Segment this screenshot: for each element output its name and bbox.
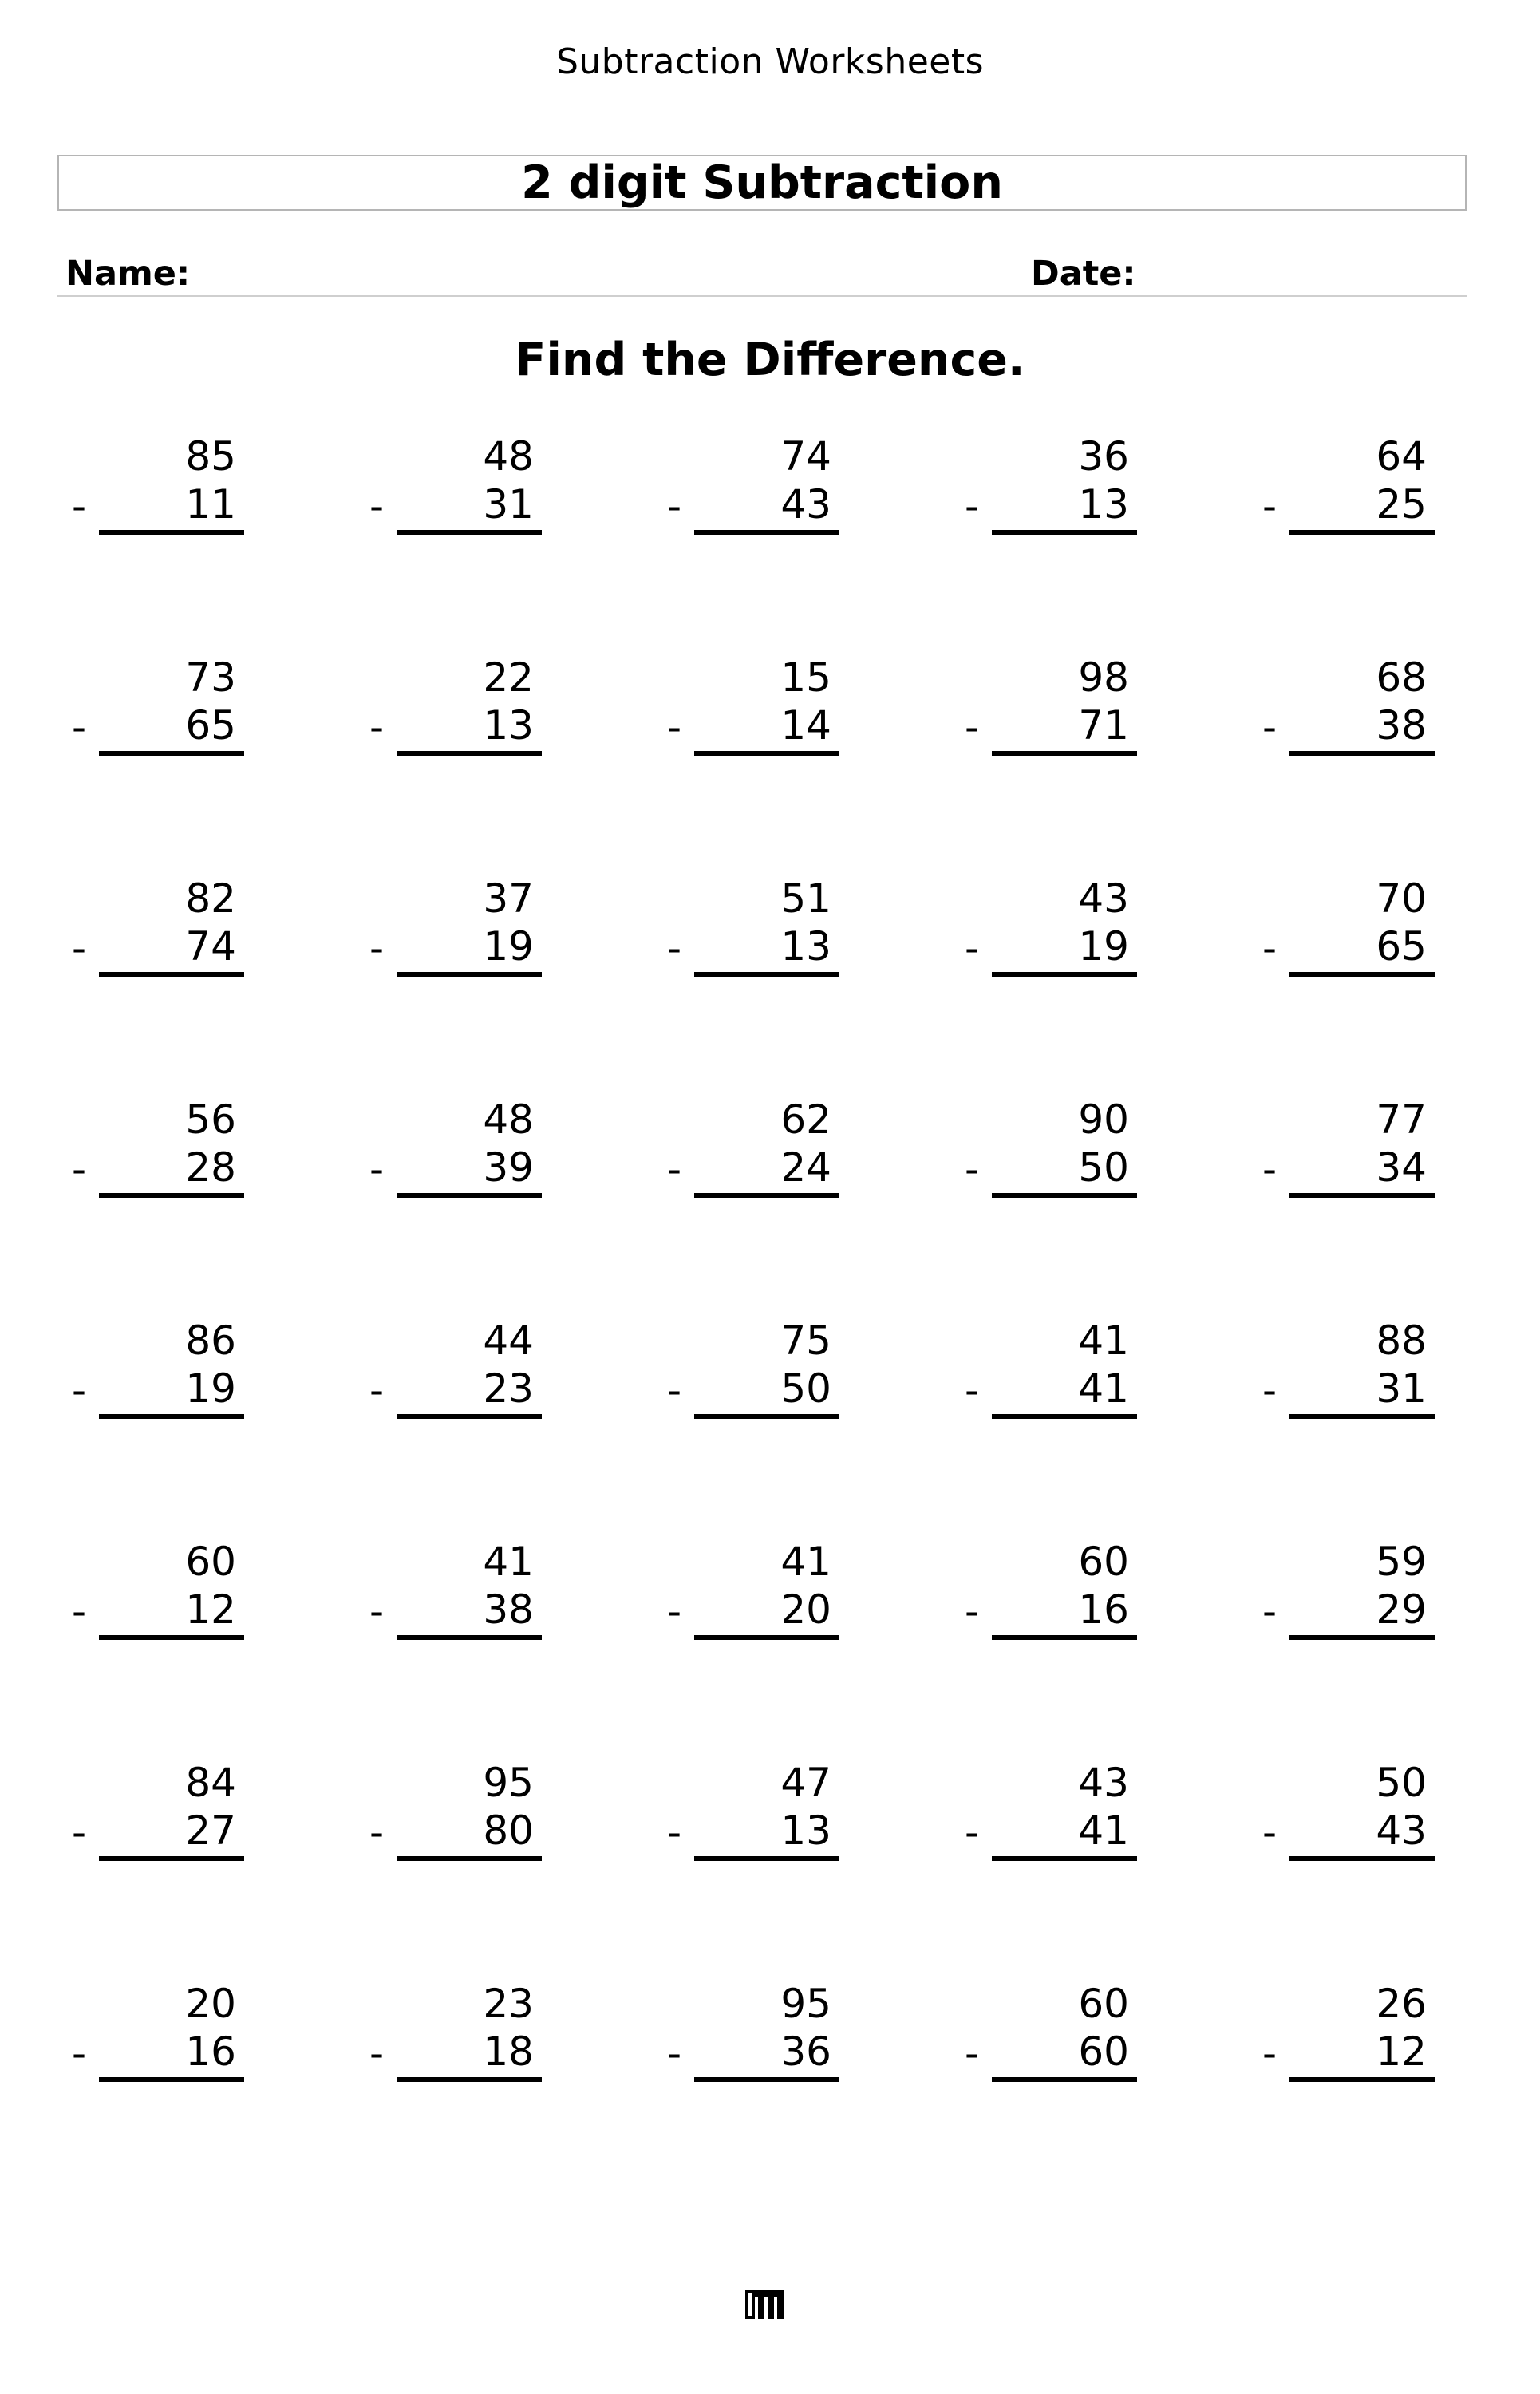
subtrahend: 13 bbox=[780, 1807, 831, 1854]
subtraction-problem bbox=[65, 875, 244, 1058]
minuend: 47 bbox=[780, 1760, 831, 1806]
answer-line bbox=[992, 2077, 1137, 2082]
subtrahend: 31 bbox=[1376, 1365, 1427, 1412]
answer-line bbox=[99, 1635, 244, 1640]
minuend: 74 bbox=[780, 433, 831, 480]
site-title: Subtraction Worksheets bbox=[555, 41, 985, 82]
subtrahend: 74 bbox=[185, 923, 236, 970]
minus-sign: - bbox=[72, 2030, 87, 2076]
subtraction-problem bbox=[661, 1759, 839, 1942]
minuend: 48 bbox=[483, 1096, 534, 1143]
site-logo-icon bbox=[744, 2287, 785, 2322]
minuend: 62 bbox=[780, 1096, 831, 1143]
subtraction-problem bbox=[363, 433, 542, 616]
subtraction-problem bbox=[958, 654, 1137, 837]
subtraction-problem bbox=[65, 1759, 244, 1942]
answer-line bbox=[1289, 530, 1435, 535]
minuend: 41 bbox=[1078, 1317, 1129, 1364]
subtraction-problem bbox=[65, 1538, 244, 1721]
subtrahend: 13 bbox=[483, 702, 534, 749]
minuend: 43 bbox=[1078, 875, 1129, 922]
subtrahend: 27 bbox=[185, 1807, 236, 1854]
minus-sign: - bbox=[667, 1146, 682, 1192]
minuend: 68 bbox=[1376, 654, 1427, 701]
subtrahend: 41 bbox=[1078, 1807, 1129, 1854]
subtrahend: 23 bbox=[483, 1365, 534, 1412]
minus-sign: - bbox=[667, 2030, 682, 2076]
subtraction-problem bbox=[1256, 433, 1435, 616]
answer-line bbox=[992, 1414, 1137, 1419]
answer-line bbox=[992, 1856, 1137, 1861]
subtraction-problem bbox=[363, 875, 542, 1058]
answer-line bbox=[99, 751, 244, 756]
minuend: 95 bbox=[483, 1760, 534, 1806]
minus-sign: - bbox=[72, 483, 87, 529]
date-label: Date: bbox=[1031, 254, 1136, 294]
minuend: 15 bbox=[780, 654, 831, 701]
subtrahend: 19 bbox=[185, 1365, 236, 1412]
subtrahend: 80 bbox=[483, 1807, 534, 1854]
minuend: 51 bbox=[780, 875, 831, 922]
minuend: 95 bbox=[780, 1981, 831, 2027]
minus-sign: - bbox=[667, 1809, 682, 1855]
answer-line bbox=[99, 1193, 244, 1198]
name-label: Name: bbox=[65, 254, 191, 294]
minus-sign: - bbox=[667, 1367, 682, 1413]
subtrahend: 50 bbox=[1078, 1144, 1129, 1191]
subtrahend: 43 bbox=[780, 481, 831, 527]
subtraction-problem bbox=[65, 433, 244, 616]
subtrahend: 50 bbox=[780, 1365, 831, 1412]
minus-sign: - bbox=[1262, 1809, 1277, 1855]
minus-sign: - bbox=[369, 483, 385, 529]
subtrahend: 36 bbox=[780, 2029, 831, 2075]
subtraction-problem bbox=[958, 1538, 1137, 1721]
answer-line bbox=[694, 1856, 839, 1861]
subtraction-problem bbox=[363, 1759, 542, 1942]
minuend: 23 bbox=[483, 1981, 534, 2027]
subtrahend: 16 bbox=[1078, 1586, 1129, 1633]
answer-line bbox=[99, 972, 244, 977]
answer-line bbox=[397, 1193, 542, 1198]
answer-line bbox=[992, 1635, 1137, 1640]
minus-sign: - bbox=[369, 1367, 385, 1413]
minus-sign: - bbox=[369, 704, 385, 750]
answer-line bbox=[397, 972, 542, 977]
subtraction-problem bbox=[661, 433, 839, 616]
subtraction-problem bbox=[661, 1317, 839, 1500]
minus-sign: - bbox=[1262, 1588, 1277, 1634]
subtrahend: 65 bbox=[1376, 923, 1427, 970]
minuend: 44 bbox=[483, 1317, 534, 1364]
subtraction-problem bbox=[661, 1980, 839, 2163]
minuend: 77 bbox=[1376, 1096, 1427, 1143]
minus-sign: - bbox=[369, 1809, 385, 1855]
answer-line bbox=[99, 2077, 244, 2082]
minus-sign: - bbox=[965, 704, 980, 750]
subtrahend: 12 bbox=[1376, 2029, 1427, 2075]
subtraction-problem bbox=[363, 1980, 542, 2163]
answer-line bbox=[397, 1635, 542, 1640]
minus-sign: - bbox=[965, 1809, 980, 1855]
subtraction-problem bbox=[1256, 654, 1435, 837]
subtraction-problem bbox=[1256, 875, 1435, 1058]
subtraction-problem bbox=[1256, 1538, 1435, 1721]
subtraction-problem bbox=[1256, 1317, 1435, 1500]
minuend: 50 bbox=[1376, 1760, 1427, 1806]
subtraction-problem bbox=[958, 875, 1137, 1058]
minus-sign: - bbox=[369, 2030, 385, 2076]
subtrahend: 12 bbox=[185, 1586, 236, 1633]
subtraction-problem bbox=[958, 1096, 1137, 1279]
answer-line bbox=[99, 1414, 244, 1419]
subtrahend: 34 bbox=[1376, 1144, 1427, 1191]
minuend: 41 bbox=[483, 1539, 534, 1585]
minuend: 43 bbox=[1078, 1760, 1129, 1806]
subtrahend: 13 bbox=[1078, 481, 1129, 527]
problem-grid bbox=[65, 433, 1467, 2163]
worksheet-title: 2 digit Subtraction bbox=[57, 155, 1467, 211]
subtraction-problem bbox=[661, 1096, 839, 1279]
subtrahend: 19 bbox=[1078, 923, 1129, 970]
minuend: 86 bbox=[185, 1317, 236, 1364]
subtrahend: 41 bbox=[1078, 1365, 1129, 1412]
subtrahend: 24 bbox=[780, 1144, 831, 1191]
minuend: 85 bbox=[185, 433, 236, 480]
answer-line bbox=[1289, 2077, 1435, 2082]
minuend: 20 bbox=[185, 1981, 236, 2027]
answer-line bbox=[694, 1635, 839, 1640]
minuend: 82 bbox=[185, 875, 236, 922]
subtraction-problem bbox=[65, 1096, 244, 1279]
minuend: 56 bbox=[185, 1096, 236, 1143]
minus-sign: - bbox=[369, 1588, 385, 1634]
minuend: 48 bbox=[483, 433, 534, 480]
answer-line bbox=[1289, 1414, 1435, 1419]
subtrahend: 11 bbox=[185, 481, 236, 527]
subtrahend: 13 bbox=[780, 923, 831, 970]
answer-line bbox=[694, 1414, 839, 1419]
minuend: 84 bbox=[185, 1760, 236, 1806]
minuend: 60 bbox=[1078, 1539, 1129, 1585]
answer-line bbox=[1289, 972, 1435, 977]
answer-line bbox=[397, 2077, 542, 2082]
answer-line bbox=[1289, 1193, 1435, 1198]
minus-sign: - bbox=[72, 704, 87, 750]
minus-sign: - bbox=[72, 1809, 87, 1855]
subtrahend: 16 bbox=[185, 2029, 236, 2075]
minuend: 26 bbox=[1376, 1981, 1427, 2027]
minus-sign: - bbox=[1262, 925, 1277, 971]
answer-line bbox=[992, 1193, 1137, 1198]
minuend: 22 bbox=[483, 654, 534, 701]
minus-sign: - bbox=[667, 704, 682, 750]
minuend: 98 bbox=[1078, 654, 1129, 701]
subtraction-problem bbox=[661, 1538, 839, 1721]
minus-sign: - bbox=[965, 1588, 980, 1634]
subtraction-problem bbox=[65, 1980, 244, 2163]
minus-sign: - bbox=[965, 1146, 980, 1192]
subtrahend: 29 bbox=[1376, 1586, 1427, 1633]
minuend: 59 bbox=[1376, 1539, 1427, 1585]
subtraction-problem bbox=[661, 654, 839, 837]
minus-sign: - bbox=[369, 925, 385, 971]
instructions-heading: Find the Difference. bbox=[515, 334, 1025, 386]
minus-sign: - bbox=[965, 483, 980, 529]
subtrahend: 38 bbox=[1376, 702, 1427, 749]
subtrahend: 19 bbox=[483, 923, 534, 970]
answer-line bbox=[397, 530, 542, 535]
subtrahend: 65 bbox=[185, 702, 236, 749]
answer-line bbox=[694, 972, 839, 977]
subtrahend: 39 bbox=[483, 1144, 534, 1191]
minus-sign: - bbox=[369, 1146, 385, 1192]
minus-sign: - bbox=[667, 1588, 682, 1634]
minus-sign: - bbox=[667, 483, 682, 529]
minus-sign: - bbox=[965, 925, 980, 971]
answer-line bbox=[992, 751, 1137, 756]
subtraction-problem bbox=[958, 1980, 1137, 2163]
minuend: 90 bbox=[1078, 1096, 1129, 1143]
subtraction-problem bbox=[363, 1096, 542, 1279]
answer-line bbox=[1289, 1856, 1435, 1861]
subtraction-problem bbox=[363, 1317, 542, 1500]
answer-line bbox=[1289, 1635, 1435, 1640]
answer-line bbox=[397, 751, 542, 756]
answer-line bbox=[992, 530, 1137, 535]
minuend: 60 bbox=[1078, 1981, 1129, 2027]
minus-sign: - bbox=[667, 925, 682, 971]
subtrahend: 28 bbox=[185, 1144, 236, 1191]
subtrahend: 43 bbox=[1376, 1807, 1427, 1854]
subtraction-problem bbox=[363, 654, 542, 837]
minus-sign: - bbox=[72, 1588, 87, 1634]
minus-sign: - bbox=[965, 1367, 980, 1413]
subtraction-problem bbox=[958, 433, 1137, 616]
answer-line bbox=[694, 2077, 839, 2082]
answer-line bbox=[992, 972, 1137, 977]
subtraction-problem bbox=[1256, 1759, 1435, 1942]
answer-line bbox=[694, 1193, 839, 1198]
minuend: 41 bbox=[780, 1539, 831, 1585]
subtrahend: 20 bbox=[780, 1586, 831, 1633]
subtraction-problem bbox=[363, 1538, 542, 1721]
minuend: 70 bbox=[1376, 875, 1427, 922]
answer-line bbox=[397, 1856, 542, 1861]
subtraction-problem bbox=[661, 875, 839, 1058]
minuend: 75 bbox=[780, 1317, 831, 1364]
subtraction-problem bbox=[65, 654, 244, 837]
subtraction-problem bbox=[65, 1317, 244, 1500]
minus-sign: - bbox=[1262, 1146, 1277, 1192]
minus-sign: - bbox=[72, 925, 87, 971]
subtrahend: 38 bbox=[483, 1586, 534, 1633]
answer-line bbox=[99, 1856, 244, 1861]
minuend: 64 bbox=[1376, 433, 1427, 480]
subtrahend: 60 bbox=[1078, 2029, 1129, 2075]
answer-line bbox=[694, 751, 839, 756]
subtraction-problem bbox=[1256, 1980, 1435, 2163]
minus-sign: - bbox=[1262, 483, 1277, 529]
minuend: 60 bbox=[185, 1539, 236, 1585]
subtrahend: 31 bbox=[483, 481, 534, 527]
answer-line bbox=[694, 530, 839, 535]
minus-sign: - bbox=[1262, 2030, 1277, 2076]
answer-line bbox=[1289, 751, 1435, 756]
minuend: 73 bbox=[185, 654, 236, 701]
minuend: 37 bbox=[483, 875, 534, 922]
minuend: 36 bbox=[1078, 433, 1129, 480]
minuend: 88 bbox=[1376, 1317, 1427, 1364]
subtraction-problem bbox=[1256, 1096, 1435, 1279]
subtraction-problem bbox=[958, 1759, 1137, 1942]
minus-sign: - bbox=[72, 1367, 87, 1413]
subtrahend: 18 bbox=[483, 2029, 534, 2075]
minus-sign: - bbox=[965, 2030, 980, 2076]
subtraction-problem bbox=[958, 1317, 1137, 1500]
subtrahend: 14 bbox=[780, 702, 831, 749]
minus-sign: - bbox=[1262, 704, 1277, 750]
minus-sign: - bbox=[1262, 1367, 1277, 1413]
header-divider bbox=[57, 295, 1467, 297]
subtrahend: 25 bbox=[1376, 481, 1427, 527]
minus-sign: - bbox=[72, 1146, 87, 1192]
answer-line bbox=[99, 530, 244, 535]
subtrahend: 71 bbox=[1078, 702, 1129, 749]
answer-line bbox=[397, 1414, 542, 1419]
